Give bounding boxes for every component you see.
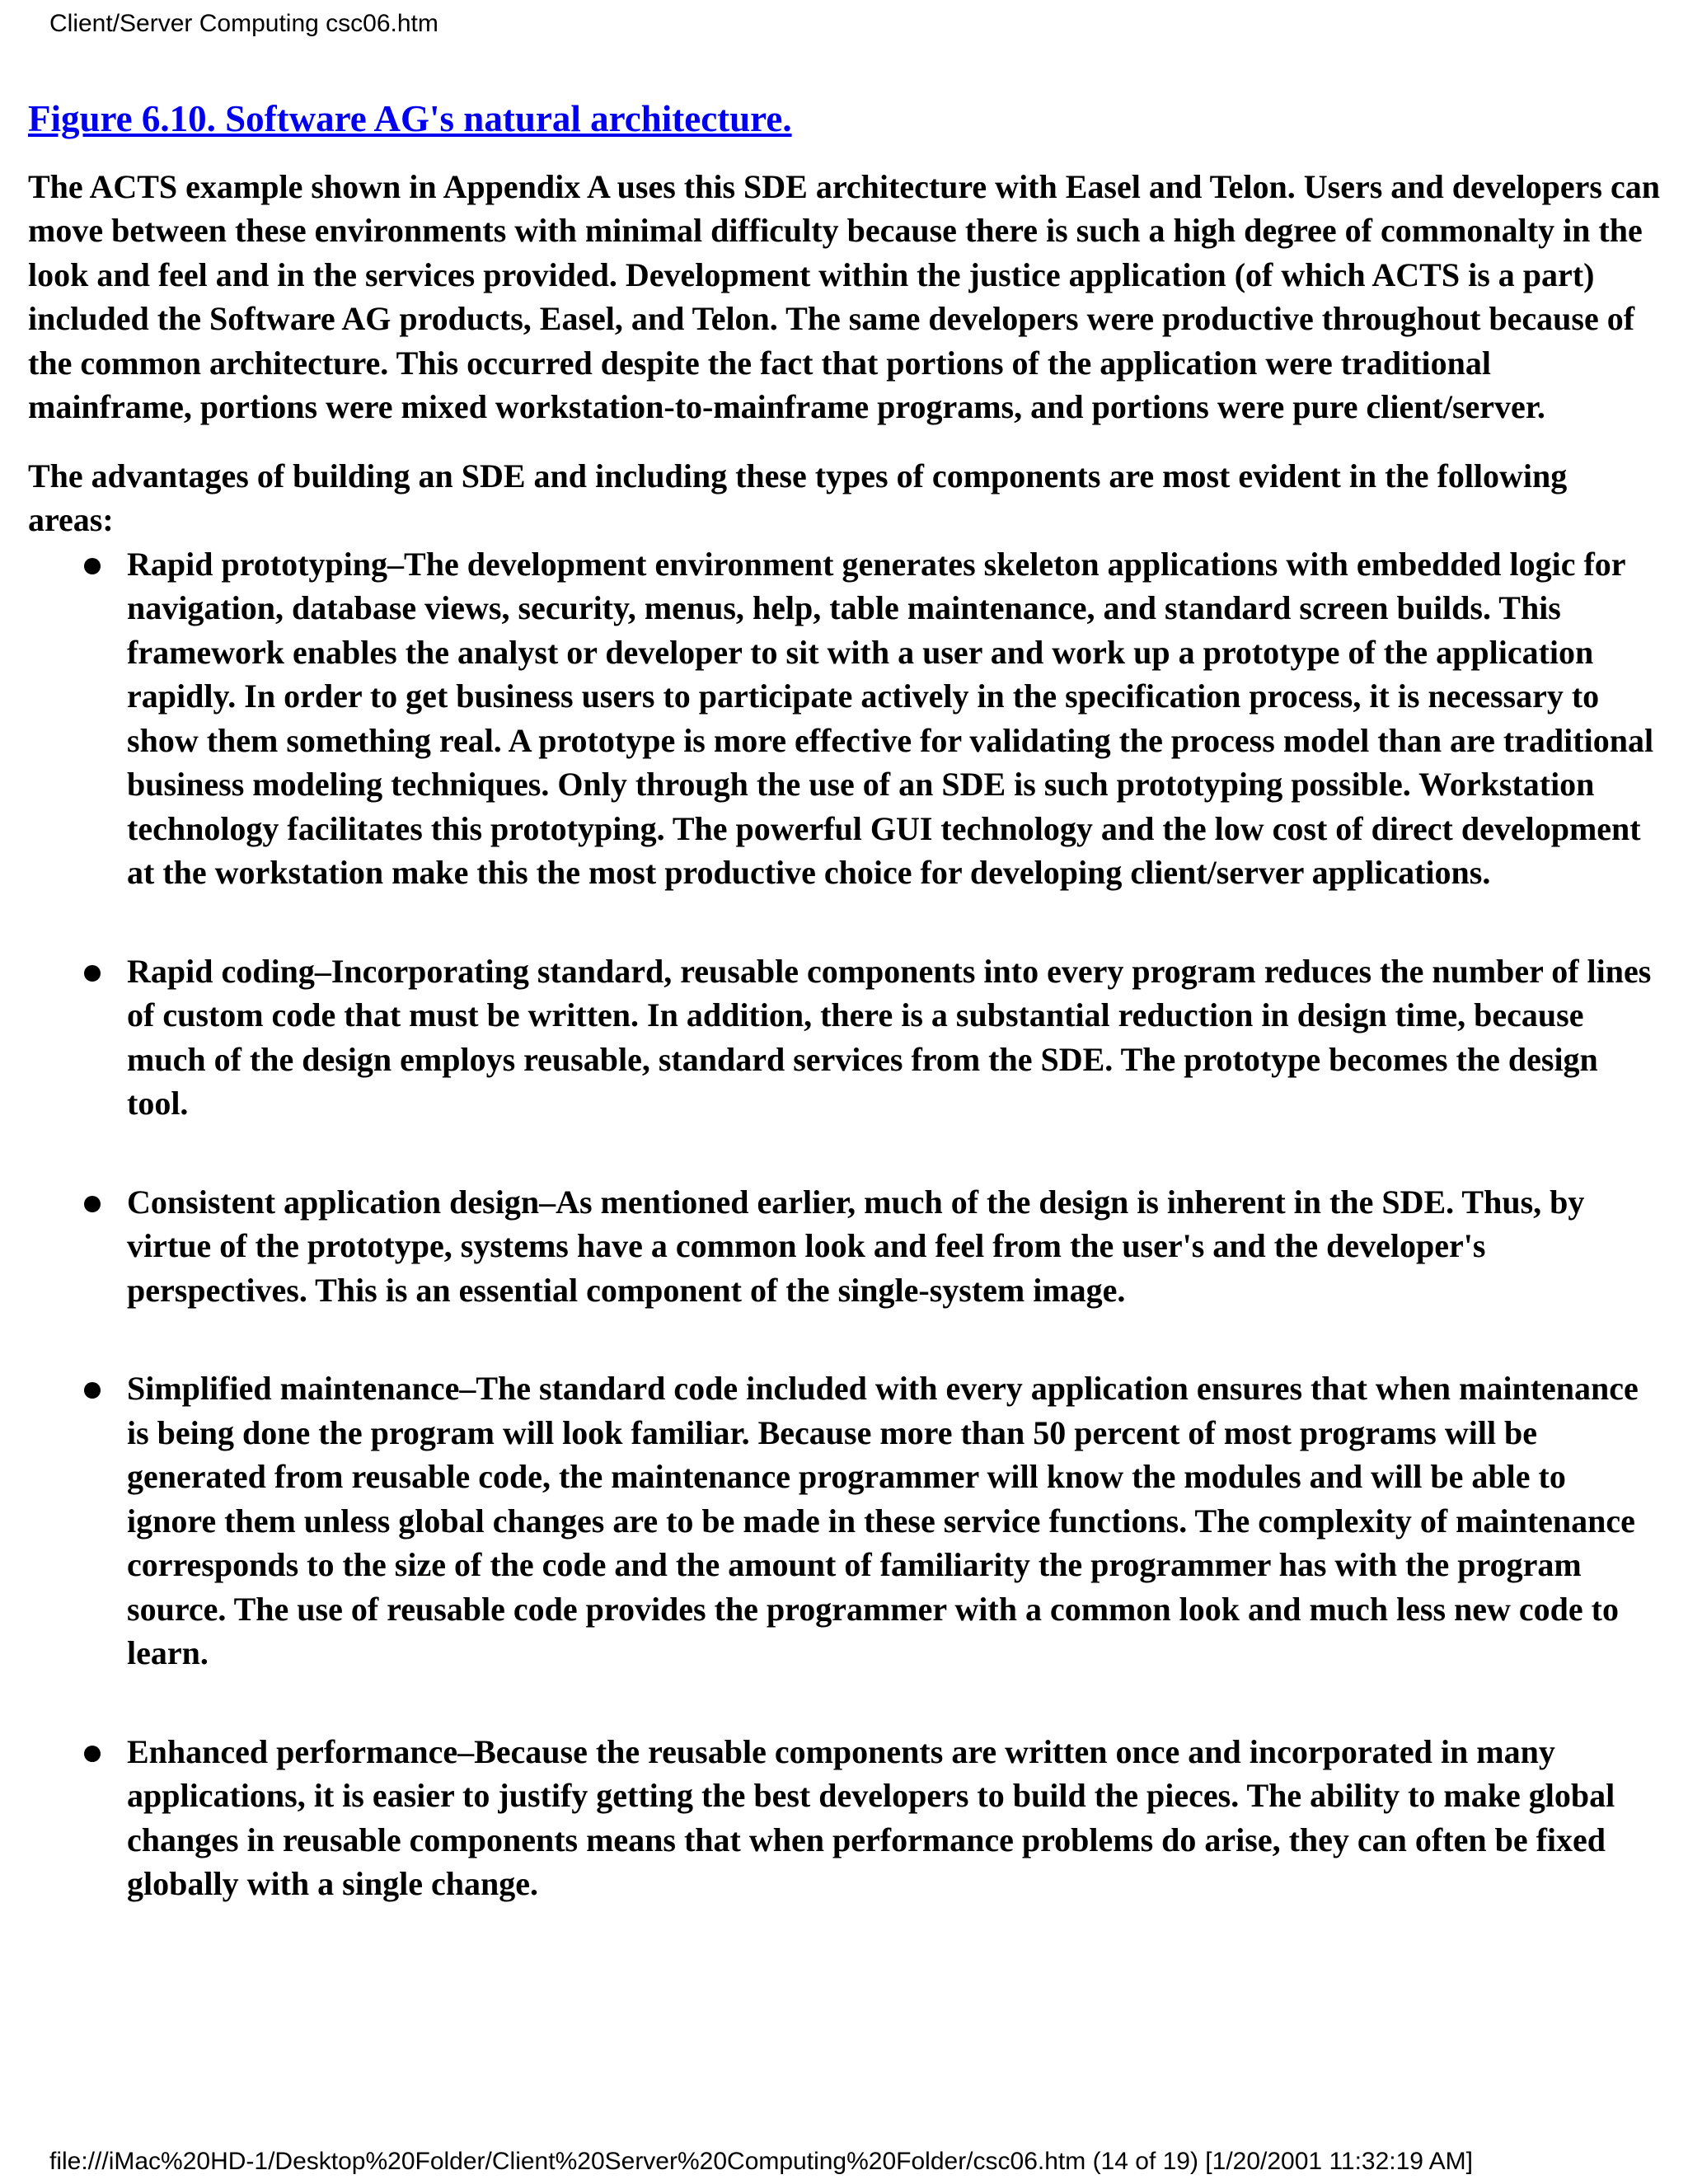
print-footer-url: file:///iMac%20HD-1/Desktop%20Folder/Client%20Server%20Computing%20Folder/csc06.htm (14 of 19) [1/20/2001 11:32:19 AM]	[49, 2148, 1474, 2175]
paragraph-advantages-intro: The advantages of building an SDE and including these types of components are most evident in the following areas:	[28, 457, 1568, 538]
figure-link[interactable]: Figure 6.10. Software AG's natural architecture.	[28, 98, 792, 139]
bullet-icon	[84, 1382, 101, 1399]
list-item-simplified-maintenance	[28, 1366, 1660, 1675]
print-header-title: Client/Server Computing csc06.htm	[49, 10, 438, 37]
list-item-text: Rapid prototyping–The development environment generates skeleton applications with embedded logic for navigation, database views, security, menus, help, table maintenance, and standard screen builds. This framework enables the analyst or developer to sit with a user and work up a prototype of the application rapidly. In order to get business users to participate actively in the specification process, it is necessary to show them something real. A prototype is more effective for validating the process model than are traditional business modeling techniques. Only through the use of an SDE is such prototyping possible. Workstation technology facilitates this prototyping. The powerful GUI technology and the low cost of direct development at the workstation make this the most productive choice for developing client/server applications.	[127, 545, 1654, 891]
bullet-icon	[84, 558, 101, 574]
bullet-icon	[84, 1196, 101, 1212]
advantages-list	[28, 542, 1660, 1906]
bullet-icon	[84, 1746, 101, 1762]
list-item-enhanced-performance	[28, 1730, 1660, 1906]
list-item-text: Enhanced performance–Because the reusable components are written once and incorporated in many applications, it is easier to justify getting the best developers to build the pieces. The ability to make global changes in reusable components means that when performance problems do arise, they can often be fixed globally with a single change.	[127, 1732, 1615, 1902]
list-item-rapid-prototyping	[28, 542, 1660, 895]
bullet-icon	[84, 965, 101, 982]
list-item-consistent-design	[28, 1180, 1660, 1313]
list-item-text: Rapid coding–Incorporating standard, reusable components into every program reduces the number of lines of custom code that must be written. In addition, there is a substantial reduction in design time, because much of the design employs reusable, standard services from the SDE. The prototype becomes the design tool.	[127, 952, 1652, 1122]
list-item-text: Simplified maintenance–The standard code included with every application ensures that when maintenance is being done the program will look familiar. Because more than 50 percent of most programs will be generated from reusable code, the maintenance programmer will know the modules and will be able to ignore them unless global changes are to be made in these service functions. The complexity of maintenance corresponds to the size of the code and the amount of familiarity the programmer has with the program source. The use of reusable code provides the programmer with a common look and much less new code to learn.	[127, 1370, 1639, 1671]
list-item-text: Consistent application design–As mentioned earlier, much of the design is inherent in the SDE. Thus, by virtue of the prototype, systems have a common look and feel from the user's and the developer's perspectives. This is an essential component of the single-system image.	[127, 1183, 1585, 1309]
list-item-rapid-coding	[28, 949, 1660, 1126]
document-body	[28, 97, 1660, 1961]
paragraph-acts-example: The ACTS example shown in Appendix A uses this SDE architecture with Easel and Telon. Users and developers can move between these environments with minimal difficulty because there is such a high degree of commonalty in the look and feel and in the services provided. Development within the justice application (of which ACTS is a part) included the Software AG products, Easel, and Telon. The same developers were productive throughout because of the common architecture. This occurred despite the fact that portions of the application were traditional mainframe, portions were mixed workstation-to-mainframe programs, and portions were pure client/server.	[28, 167, 1660, 425]
